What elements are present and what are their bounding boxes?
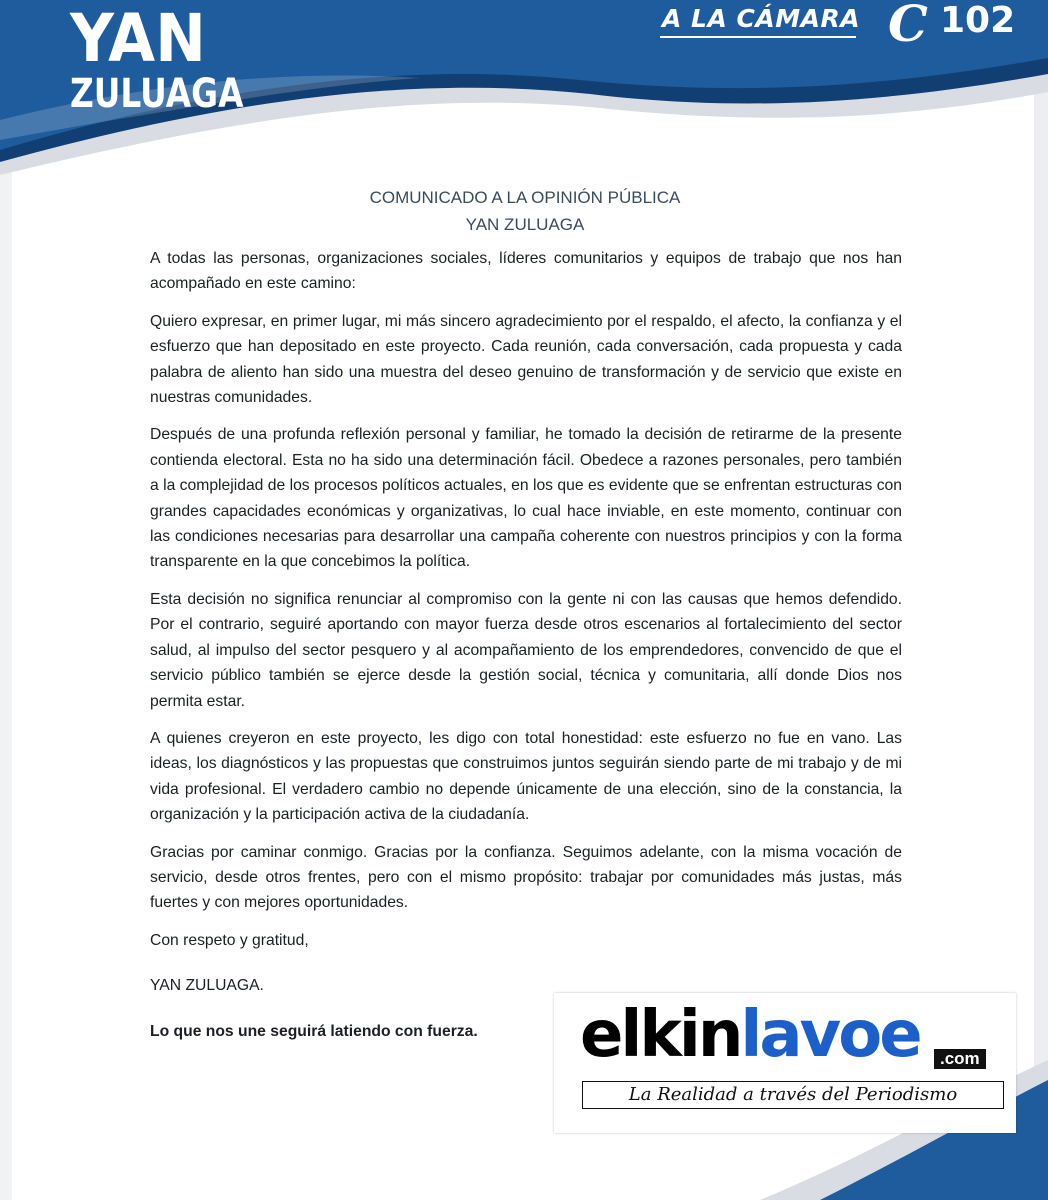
paragraph-commitment: Esta decisión no significa renunciar al compromiso con la gente ni con las causas que hemos defendido. Por el contrario, seguiré aportando con mayor fuerza desde otros escenarios al fortalecimiento del sector salud, al impulso del sector pesquero y al acompañamiento de los emprendedores, convencido de que el servicio público también se ejerce desde la gestión social, técnica y comunitaria, allí donde Dios nos permita estar.	[150, 590, 902, 710]
paragraph-decision: Después de una profunda reflexión personal y familiar, he tomado la decisión de retirarme de la presente contienda electoral. Esta no ha sido una determinación fácil. Obedece a razones personales, pero también a la complejidad de los procesos políticos actuales, en los que es evidente que se enfrentan estructuras con grandes capacidades económicas y organizativas, lo cual hace inviable, en este momento, continuar con las condiciones necesarias para desarrollar una campaña coherente con nuestros principios y con la forma transparente en la que concebimos la política.	[150, 426, 902, 571]
right-frame-strip	[1034, 0, 1048, 1200]
news-watermark	[554, 993, 1016, 1133]
campaign-underline	[660, 36, 856, 38]
paragraph-thanks: Quiero expresar, en primer lugar, mi más sincero agradecimiento por el respaldo, el afecto, la confianza y el esfuerzo que han depositado en este proyecto. Cada reunión, cada conversación, cada propuesta y cada palabra de aliento han sido una muestra del deseo genuino de transformación y de servicio que existe en nuestras comunidades.	[150, 312, 902, 407]
watermark-brand-blue: lavoe	[740, 998, 920, 1072]
watermark-brand-dark: elkin	[580, 998, 741, 1072]
campaign-label: A LA CÁMARA	[662, 4, 861, 33]
document-subtitle: YAN ZULUAGA	[465, 215, 585, 234]
logo-last-name: ZULUAGA	[70, 71, 244, 117]
slogan: Lo que nos une seguirá latiendo con fuerza.	[150, 1022, 478, 1040]
list-number: 102	[940, 0, 1016, 41]
signature: YAN ZULUAGA.	[150, 977, 264, 995]
candidate-logo	[70, 0, 282, 117]
paragraph-greeting: A todas las personas, organizaciones sociales, líderes comunitarios y equipos de trabajo que nos han acompañado en este camino:	[150, 250, 902, 293]
paragraph-gratitude: Gracias por caminar conmigo. Gracias por la confianza. Seguimos adelante, con la misma vocación de servicio, desde otros frentes, pero con el mismo propósito: trabajar por comunidades más justas, más fuertes y con mejores oportunidades.	[150, 843, 902, 912]
paragraph-honesty: A quienes creyeron en este proyecto, les digo con total honestidad: este esfuerzo no fue en vano. Las ideas, los diagnósticos y las propuestas que construimos juntos seguirán siendo parte de mi trabajo y de mi vida profesional. El verdadero cambio no depende únicamente de una elección, sino de la constancia, la organización y la participación activa de la ciudadanía.	[150, 729, 902, 824]
watermark-tagline: La Realidad a través del Periodismo	[582, 1081, 1004, 1109]
document-title: COMUNICADO A LA OPINIÓN PÚBLICA	[369, 188, 681, 207]
left-frame-strip	[0, 0, 12, 1200]
closing-line: Con respeto y gratitud,	[150, 931, 309, 949]
watermark-domain: .com	[934, 1049, 986, 1069]
party-logo-mark: C	[888, 0, 928, 53]
logo-first-name: YAN	[70, 0, 206, 77]
document-body	[150, 246, 902, 1056]
watermark-brand	[580, 998, 920, 1072]
